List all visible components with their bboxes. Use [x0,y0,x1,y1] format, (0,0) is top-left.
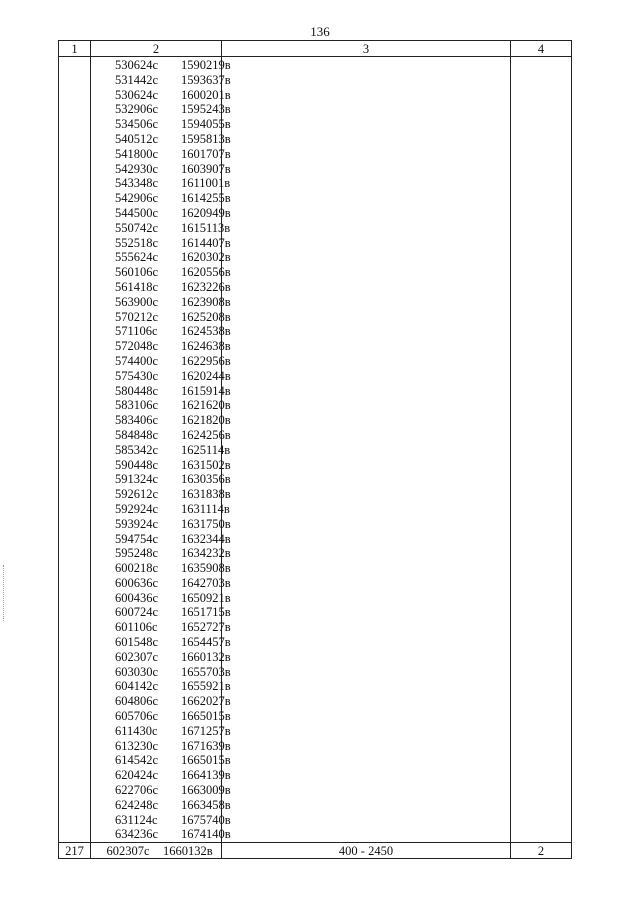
latitude: 583406с [115,413,159,428]
coordinate-pair [91,146,231,162]
longitude: 1623908в [181,294,231,309]
longitude: 1651715в [181,605,231,620]
longitude: 1663009в [181,783,231,798]
latitude: 622706с [115,783,159,798]
coordinate-pair [91,131,231,147]
coordinate-pair [91,709,231,724]
longitude: 1590219в [181,58,231,72]
column-header-4: 4 [511,41,572,57]
table-row-continued [59,57,572,843]
coordinate-pair [91,516,231,532]
coordinate-pair [91,220,231,236]
longitude: 1614255в [181,191,231,206]
latitude: 600724с [115,605,159,620]
coordinate-pair [91,87,231,103]
latitude: 585342с [115,442,159,457]
longitude: 1665015в [181,753,231,768]
longitude: 1650921в [181,590,231,605]
longitude: 1621620в [181,398,231,413]
longitude: 1624538в [181,324,231,339]
latitude: 604806с [115,694,159,709]
coordinate-pair [91,561,231,576]
coordinate-pair [91,664,231,680]
latitude: 531442с [115,72,159,87]
coordinate-pair [91,250,231,265]
latitude: 594754с [115,531,159,546]
coordinate-pair [91,442,231,458]
coordinate-pair [91,294,231,310]
latitude: 591324с [115,472,159,487]
latitude: 542930с [115,161,159,176]
longitude: 1593637в [181,72,231,87]
longitude: 1634232в [181,546,231,561]
latitude: 634236с [115,827,159,842]
latitude: 602307с [106,843,150,858]
latitude: 600436с [115,590,159,605]
coordinate-pair [91,117,231,132]
longitude: 1621820в [181,413,231,428]
latitude: 571106с [115,324,158,339]
latitude: 592612с [115,487,159,502]
coordinate-pair [91,102,231,117]
latitude: 541800с [115,146,159,161]
longitude: 1632344в [181,531,231,546]
coordinate-pair [91,235,231,251]
longitude: 1674140в [181,827,231,842]
coordinate-pair [91,205,231,221]
coordinate-pair [91,368,231,384]
coordinate-pair [91,546,231,561]
latitude: 600636с [115,575,159,590]
coordinate-pair [91,383,231,399]
latitude: 550742с [115,220,159,235]
coordinate-pair [91,827,231,842]
longitude: 1635908в [181,561,231,576]
coordinate-pair [91,753,231,768]
coordinate-pair [91,176,231,191]
coordinate-pair [91,427,231,443]
latitude: 563900с [115,294,159,309]
longitude: 1631838в [181,487,231,502]
coordinate-pair [91,531,231,547]
coordinate-pair [91,279,231,295]
latitude: 574400с [115,353,159,368]
latitude: 544500с [115,205,159,220]
coordinate-pair [91,620,231,635]
coordinate-pair [91,265,231,280]
coordinates-cell [91,57,231,843]
longitude: 1620949в [181,205,231,220]
latitude: 590448с [115,457,159,472]
latitude: 613230с [115,738,159,753]
latitude: 540512с [115,131,159,146]
longitude: 1631502в [181,457,231,472]
latitude: 561418с [115,279,159,294]
longitude: 1620302в [181,250,231,265]
longitude: 1623226в [181,279,231,294]
longitude: 1662027в [181,694,231,709]
column-header-2: 2 [91,41,222,57]
longitude: 1660132в [181,649,231,664]
longitude: 1630356в [181,472,231,487]
coordinate-pair [91,72,231,88]
latitude: 604142с [115,679,159,694]
longitude: 1631750в [181,516,231,531]
coordinate-pair [91,161,231,177]
longitude: 1631114в [181,501,230,516]
table-row-217 [59,843,572,859]
coordinate-pair [91,353,231,369]
coordinate-pair [91,398,231,413]
coordinate-pair [91,309,231,325]
longitude: 1624256в [181,427,231,442]
longitude: 1614407в [181,235,231,250]
latitude: 555624с [115,250,159,265]
latitude: 600218с [115,561,159,576]
coordinate-pair [91,191,231,206]
latitude: 620424с [115,768,159,783]
longitude: 1671257в [181,723,231,738]
row-number: 217 [59,843,91,859]
depth-cell [222,57,511,843]
margin-mark [3,565,4,621]
latitude: 552518с [115,235,159,250]
longitude: 1603907в [181,161,231,176]
coordinate-pair [91,501,230,517]
longitude: 1620244в [181,368,231,383]
latitude: 601106с [115,620,158,635]
coordinate-pair [91,797,231,813]
longitude: 1655703в [181,664,231,679]
coordinate-pair [91,723,231,739]
coordinate-pair [91,339,231,354]
longitude: 1663458в [181,797,231,812]
page-number: 136 [310,24,330,39]
longitude: 1652727в [181,620,231,635]
latitude: 614542с [115,753,159,768]
latitude: 592924с [115,501,159,516]
latitude: 631124с [115,812,158,827]
value-cell [511,57,572,843]
coordinate-pair [91,679,231,694]
latitude: 605706с [115,709,159,724]
longitude: 1622956в [181,353,231,368]
longitude: 1675740в [181,812,231,827]
depth-range: 400 - 2450 [222,843,511,859]
coordinate-pair [91,649,231,665]
latitude: 601548с [115,635,159,650]
coordinate-pair [91,783,231,798]
longitude: 1594055в [181,117,231,132]
longitude: 1611001в [181,176,231,191]
longitude: 1595243в [181,102,231,117]
row-number-cell [59,57,91,843]
latitude: 570212с [115,309,159,324]
latitude: 543348с [115,176,159,191]
coordinate-pair [91,605,231,620]
longitude: 1665015в [181,709,231,724]
coordinate-pair [91,768,231,783]
coordinates-table [58,40,572,859]
latitude: 580448с [115,383,159,398]
latitude: 560106с [115,265,159,280]
coordinate-pair [91,843,222,859]
coordinate-pair [91,738,231,754]
coordinate-pair [91,324,231,339]
latitude: 624248с [115,797,159,812]
coordinate-pair [91,487,231,502]
coordinate-pair [91,590,231,606]
longitude: 1642703в [181,575,231,590]
longitude: 1615914в [181,383,231,398]
column-header-3: 3 [222,41,511,57]
coordinate-pair [91,413,231,428]
longitude: 1655921в [181,679,231,694]
latitude: 534506с [115,117,159,132]
coordinate-pair [91,457,231,473]
table-header-row [59,41,572,57]
coordinate-pair [91,812,231,828]
coordinate-pair [91,635,231,650]
latitude: 602307с [115,649,159,664]
longitude: 1625208в [181,309,231,324]
longitude: 1595813в [181,131,231,146]
longitude: 1654457в [181,635,231,650]
latitude: 583106с [115,398,159,413]
latitude: 532906с [115,102,159,117]
longitude: 1625114в [181,442,231,457]
coordinate-pair [91,694,231,709]
coordinate-pair [91,575,231,591]
latitude: 530624с [115,58,159,72]
longitude: 1601707в [181,146,231,161]
coordinate-pair [91,58,231,73]
latitude: 584848с [115,427,159,442]
latitude: 603030с [115,664,159,679]
latitude: 595248с [115,546,159,561]
coordinate-pair [91,472,231,487]
row-value: 2 [511,843,572,859]
latitude: 575430с [115,368,159,383]
longitude: 1660132в [163,843,213,858]
latitude: 530624с [115,87,159,102]
longitude: 1624638в [181,339,231,354]
longitude: 1615113в [181,220,231,235]
column-header-1: 1 [59,41,91,57]
longitude: 1664139в [181,768,231,783]
latitude: 593924с [115,516,159,531]
latitude: 542906с [115,191,159,206]
longitude: 1600201в [181,87,231,102]
longitude: 1671639в [181,738,231,753]
latitude: 572048с [115,339,159,354]
longitude: 1620556в [181,265,231,280]
latitude: 611430с [115,723,158,738]
